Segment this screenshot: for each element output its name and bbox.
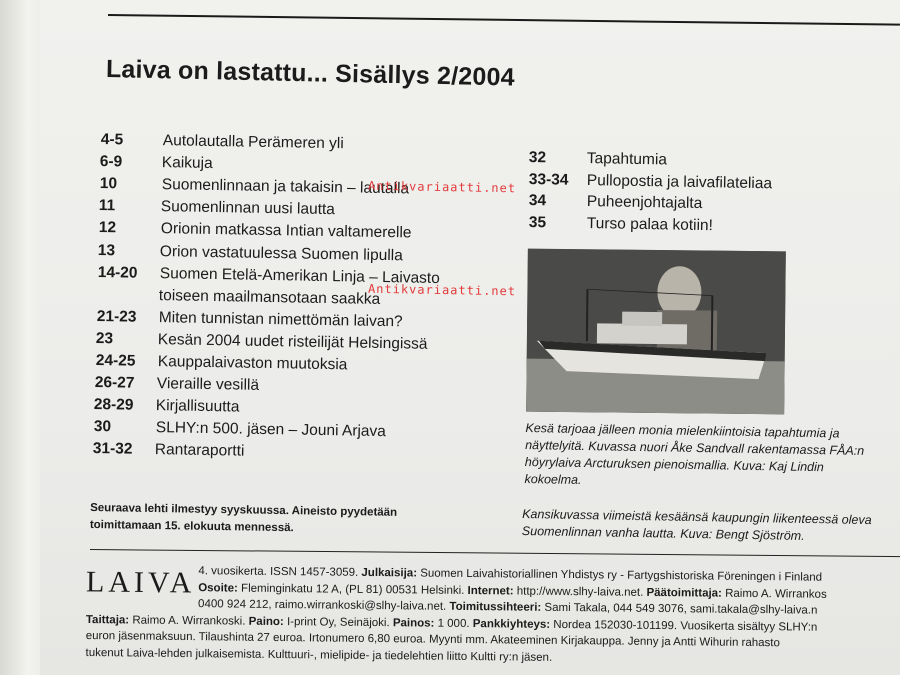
imprint-block xyxy=(85,562,900,670)
toc-article-title: Pullopostia ja laivafilateliaa xyxy=(586,171,773,192)
toc-article-title: Autolautalla Perämeren yli xyxy=(162,132,344,153)
toc-article-title: SLHY:n 500. jäsen – Jouni Arjava xyxy=(155,419,386,441)
toc-page-number: 12 xyxy=(98,219,117,237)
toc-article-title: Miten tunnistan nimettömän laivan? xyxy=(158,308,403,331)
imprint-text: 0400 924 212, raimo.wirrankoski@slhy-laiva.net. xyxy=(198,598,450,613)
toc-page-number: 34 xyxy=(528,192,547,210)
next-issue-notice: Seuraava lehti ilmestyy syyskuussa. Aineisto pyydetään toimittamaan 15. elokuuta mennessä. xyxy=(89,502,398,535)
page-gutter xyxy=(0,0,40,675)
toc-page-number: 4-5 xyxy=(100,131,124,149)
imprint-text: 1 000. xyxy=(434,617,473,630)
toc-article-title: Turso palaa kotiin! xyxy=(586,214,714,234)
imprint-line: euron jäsenmaksuun. Tilaushinta 27 euroa. Irtonumero 6,80 euroa. Myynti mm. Akateeminen Kirjakauppa. Jenny ja Antti Wihurin rahasto xyxy=(85,630,780,650)
toc-article-title: Tapahtumia xyxy=(586,150,668,169)
imprint-label: Päätoimittaja: xyxy=(646,586,722,600)
photo-illustration xyxy=(526,249,786,415)
toc-article-title: Vieraille vesillä xyxy=(156,375,260,394)
toc-article-title: Suomen Etelä-Amerikan Linja – Laivasto xyxy=(159,264,440,287)
toc-page-number: 31-32 xyxy=(93,440,133,459)
watermark-text: Antikvariaatti.net xyxy=(367,178,517,196)
imprint-label: Internet: xyxy=(467,584,514,598)
imprint-label: Paino: xyxy=(248,615,284,628)
imprint-text: Raimo A. Wirrankos xyxy=(721,587,827,601)
toc-page-number: 35 xyxy=(528,213,547,231)
page-title: Laiva on lastattu... Sisällys 2/2004 xyxy=(105,55,516,92)
imprint-label: Toimitussihteeri: xyxy=(449,600,542,614)
toc-page-number: 10 xyxy=(99,175,118,193)
imprint-text: Nordea 152030-101199. Vuosikerta sisältyy SLHY:n xyxy=(550,618,818,634)
toc-page-number: 14-20 xyxy=(97,263,138,282)
toc-page-number: 23 xyxy=(95,329,114,348)
laiva-logo: LAIVA xyxy=(85,565,196,600)
imprint-text: 4. vuosikerta. ISSN 1457-3059. xyxy=(198,565,362,579)
toc-article-title: Orionin matkassa Intian valtamerelle xyxy=(160,220,412,242)
toc-article-title: Kirjallisuutta xyxy=(156,397,240,416)
toc-page-number: 11 xyxy=(99,197,116,215)
toc-article-title: toiseen maailmansotaan saakka xyxy=(158,286,381,308)
imprint-text: Fleminginkatu 12 A, (PL 81) 00531 Helsinki. xyxy=(237,582,468,597)
watermark-text: Antikvariaatti.net xyxy=(367,281,517,299)
imprint-label: Osoite: xyxy=(198,581,238,595)
toc-page-number: 28-29 xyxy=(94,396,135,414)
imprint-label: Pankkiyhteys: xyxy=(472,617,551,631)
toc-article-title: Orion vastatuulessa Suomen lipulla xyxy=(159,242,404,264)
toc-page-number: 33-34 xyxy=(528,170,569,189)
imprint-label: Taittaja: xyxy=(85,613,130,627)
toc-page-number: 32 xyxy=(528,149,547,167)
imprint-text: http://www.slhy-laiva.net. xyxy=(513,585,647,599)
toc-page-number: 13 xyxy=(97,241,116,259)
toc-page-number: 24-25 xyxy=(95,352,136,370)
imprint-text: I-print Oy, Seinäjoki. xyxy=(283,615,393,629)
toc-article-title: Kauppalaivaston muutoksia xyxy=(157,353,348,374)
toc-page-number: 6-9 xyxy=(100,153,123,171)
toc-article-title: Suomenlinnan uusi lautta xyxy=(161,198,336,219)
imprint-text: Raimo A. Wirrankoski. xyxy=(129,614,249,628)
imprint-line: tukenut Laiva-lehden julkaisemista. Kulttuuri-, mielipide- ja tiedelehtien liitto Kultti ry:n jäsen. xyxy=(85,646,553,664)
toc-article-title: Kesän 2004 uudet risteilijät Helsingissä xyxy=(157,330,428,353)
toc-article-title: Puheenjohtajalta xyxy=(586,193,703,213)
imprint-text: Suomen Laivahistoriallinen Yhdistys ry - Fartygshistoriska Föreningen i Finland xyxy=(416,567,823,584)
toc-article-title: Suomenlinnaan ja takaisin – lautalla xyxy=(161,176,410,198)
toc-article-title: Kaikuja xyxy=(162,154,214,173)
toc-page-number: 21-23 xyxy=(96,307,137,326)
toc-page-number: 26-27 xyxy=(94,374,135,392)
imprint-label: Painos: xyxy=(392,616,435,630)
imprint-label: Julkaisija: xyxy=(361,566,418,580)
toc-article-title: Rantaraportti xyxy=(154,441,245,461)
cover-caption: Kansikuvassa viimeistä kesäänsä kaupungin liikenteessä oleva Suomenlinnan vanha lautta. Kuva: Bengt Sjöström. xyxy=(521,507,872,543)
ship-model-photo xyxy=(526,249,786,415)
imprint-text: Sami Takala, 044 549 3076, sami.takala@slhy-laiva.n xyxy=(541,601,818,617)
photo-caption: Kesä tarjoaa jälleen monia mielenkiintoisia tapahtumia ja näyttelyitä. Kuvassa nuori Åke Sandvall rakentamassa FÅA:n höyrylaiva Arcturuksen pienoismallia. Kuva: Kaj Lindin kokoelma. xyxy=(524,421,865,487)
toc-page-number: 30 xyxy=(93,418,112,436)
